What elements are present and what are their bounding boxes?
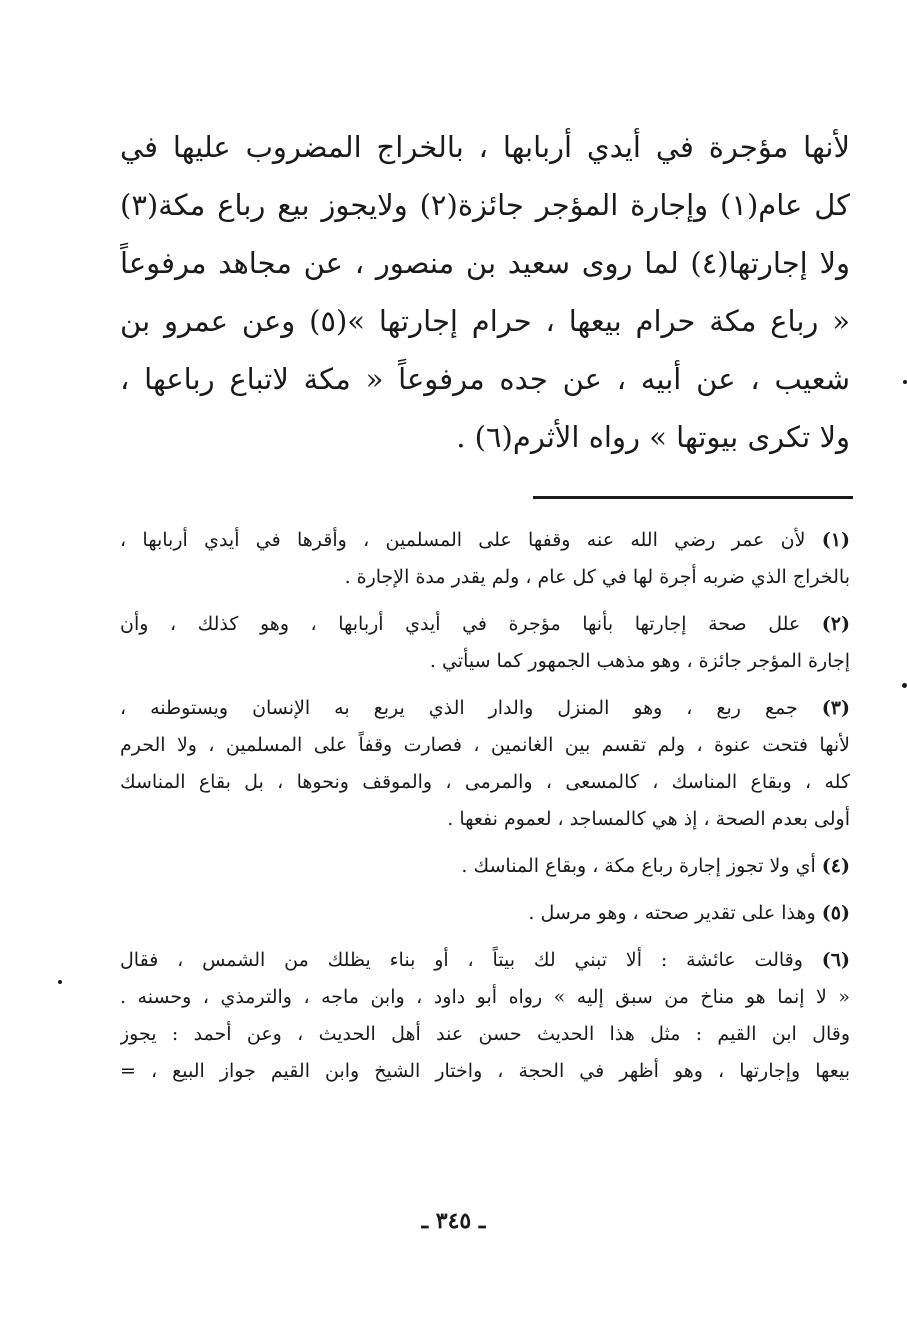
main-text-block bbox=[120, 118, 850, 466]
footnote-text: أولى بعدم الصحة ، إذ هي كالمساجد ، لعموم نفعها . bbox=[447, 808, 850, 830]
scan-speck bbox=[902, 683, 907, 688]
footnote-text: علل صحة إجارتها بأنها مؤجرة في أيدي أربابها ، وهو كذلك ، وأن bbox=[120, 613, 801, 635]
footnote-text: بالخراج الذي ضربه أجرة لها في كل عام ، ولم يقدر مدة الإجارة . bbox=[344, 566, 850, 588]
main-text-line: لأنها مؤجرة في أيدي أربابها ، بالخراج المضروب عليها في bbox=[120, 130, 850, 164]
footnote-separator bbox=[533, 496, 853, 499]
footnotes-block bbox=[120, 522, 850, 1100]
footnote-text: إجارة المؤجر جائزة ، وهو مذهب الجمهور كما سيأتي . bbox=[429, 650, 850, 672]
footnote-2 bbox=[120, 606, 850, 680]
footnote-text: أي ولا تجوز إجارة رباع مكة ، وبقاع المناسك . bbox=[461, 855, 816, 877]
footnote-number: (٦) bbox=[821, 949, 850, 971]
main-text-line: شعيب ، عن أبيه ، عن جده مرفوعاً « مكة لاتباع رباعها ، bbox=[120, 362, 850, 396]
footnote-3 bbox=[120, 690, 850, 838]
page-number: ـ ٣٤٥ ـ bbox=[421, 1208, 486, 1234]
footnote-text: جمع ربع ، وهو المنزل والدار الذي يربع به الإنسان ويستوطنه ، bbox=[120, 697, 798, 719]
footnote-text: بيعها وإجارتها ، وهو أظهر في الحجة ، واختار الشيخ وابن القيم جواز البيع ، = bbox=[120, 1060, 850, 1082]
main-text-line: ولا تكرى بيوتها » رواه الأثرم(٦) . bbox=[456, 420, 850, 454]
footnote-text: لأنها فتحت عنوة ، ولم تقسم بين الغانمين ، فصارت وقفاً على المسلمين ، ولا الحرم bbox=[120, 734, 850, 756]
footnote-text: وقال ابن القيم : مثل هذا الحديث حسن عند أهل الحديث ، وعن أحمد : يجوز bbox=[120, 1023, 850, 1045]
footnote-number: (١) bbox=[821, 529, 850, 551]
main-text-line: « رباع مكة حرام بيعها ، حرام إجارتها »(٥) وعن عمرو بن bbox=[120, 304, 850, 338]
scan-speck bbox=[58, 980, 62, 984]
footnote-number: (٥) bbox=[821, 902, 850, 924]
footnote-number: (٣) bbox=[821, 697, 850, 719]
scan-speck bbox=[903, 380, 907, 384]
footnote-text: وهذا على تقدير صحته ، وهو مرسل . bbox=[528, 902, 816, 924]
footnote-1 bbox=[120, 522, 850, 596]
footnote-number: (٤) bbox=[821, 855, 850, 877]
main-text-line: ولا إجارتها(٤) لما روى سعيد بن منصور ، عن مجاهد مرفوعاً bbox=[120, 246, 850, 280]
main-text-line: كل عام(١) وإجارة المؤجر جائزة(٢) ولايجوز بيع رباع مكة(٣) bbox=[120, 188, 850, 222]
footnote-text: وقالت عائشة : ألا تبني لك بيتاً ، أو بناء يظلك من الشمس ، فقال bbox=[120, 949, 803, 971]
footnote-number: (٢) bbox=[821, 613, 850, 635]
footnote-text: « لا إنما هو مناخ من سبق إليه » رواه أبو داود ، وابن ماجه ، والترمذي ، وحسنه . bbox=[120, 986, 850, 1008]
footnote-text: لأن عمر رضي الله عنه وقفها على المسلمين ، وأقرها في أيدي أربابها ، bbox=[120, 529, 806, 551]
footnote-5 bbox=[120, 895, 850, 932]
footnote-6 bbox=[120, 942, 850, 1090]
footnote-4 bbox=[120, 848, 850, 885]
footnote-text: كله ، وبقاع المناسك ، كالمسعى ، والمرمى ، والموقف ونحوها ، بل بقاع المناسك bbox=[120, 771, 850, 793]
